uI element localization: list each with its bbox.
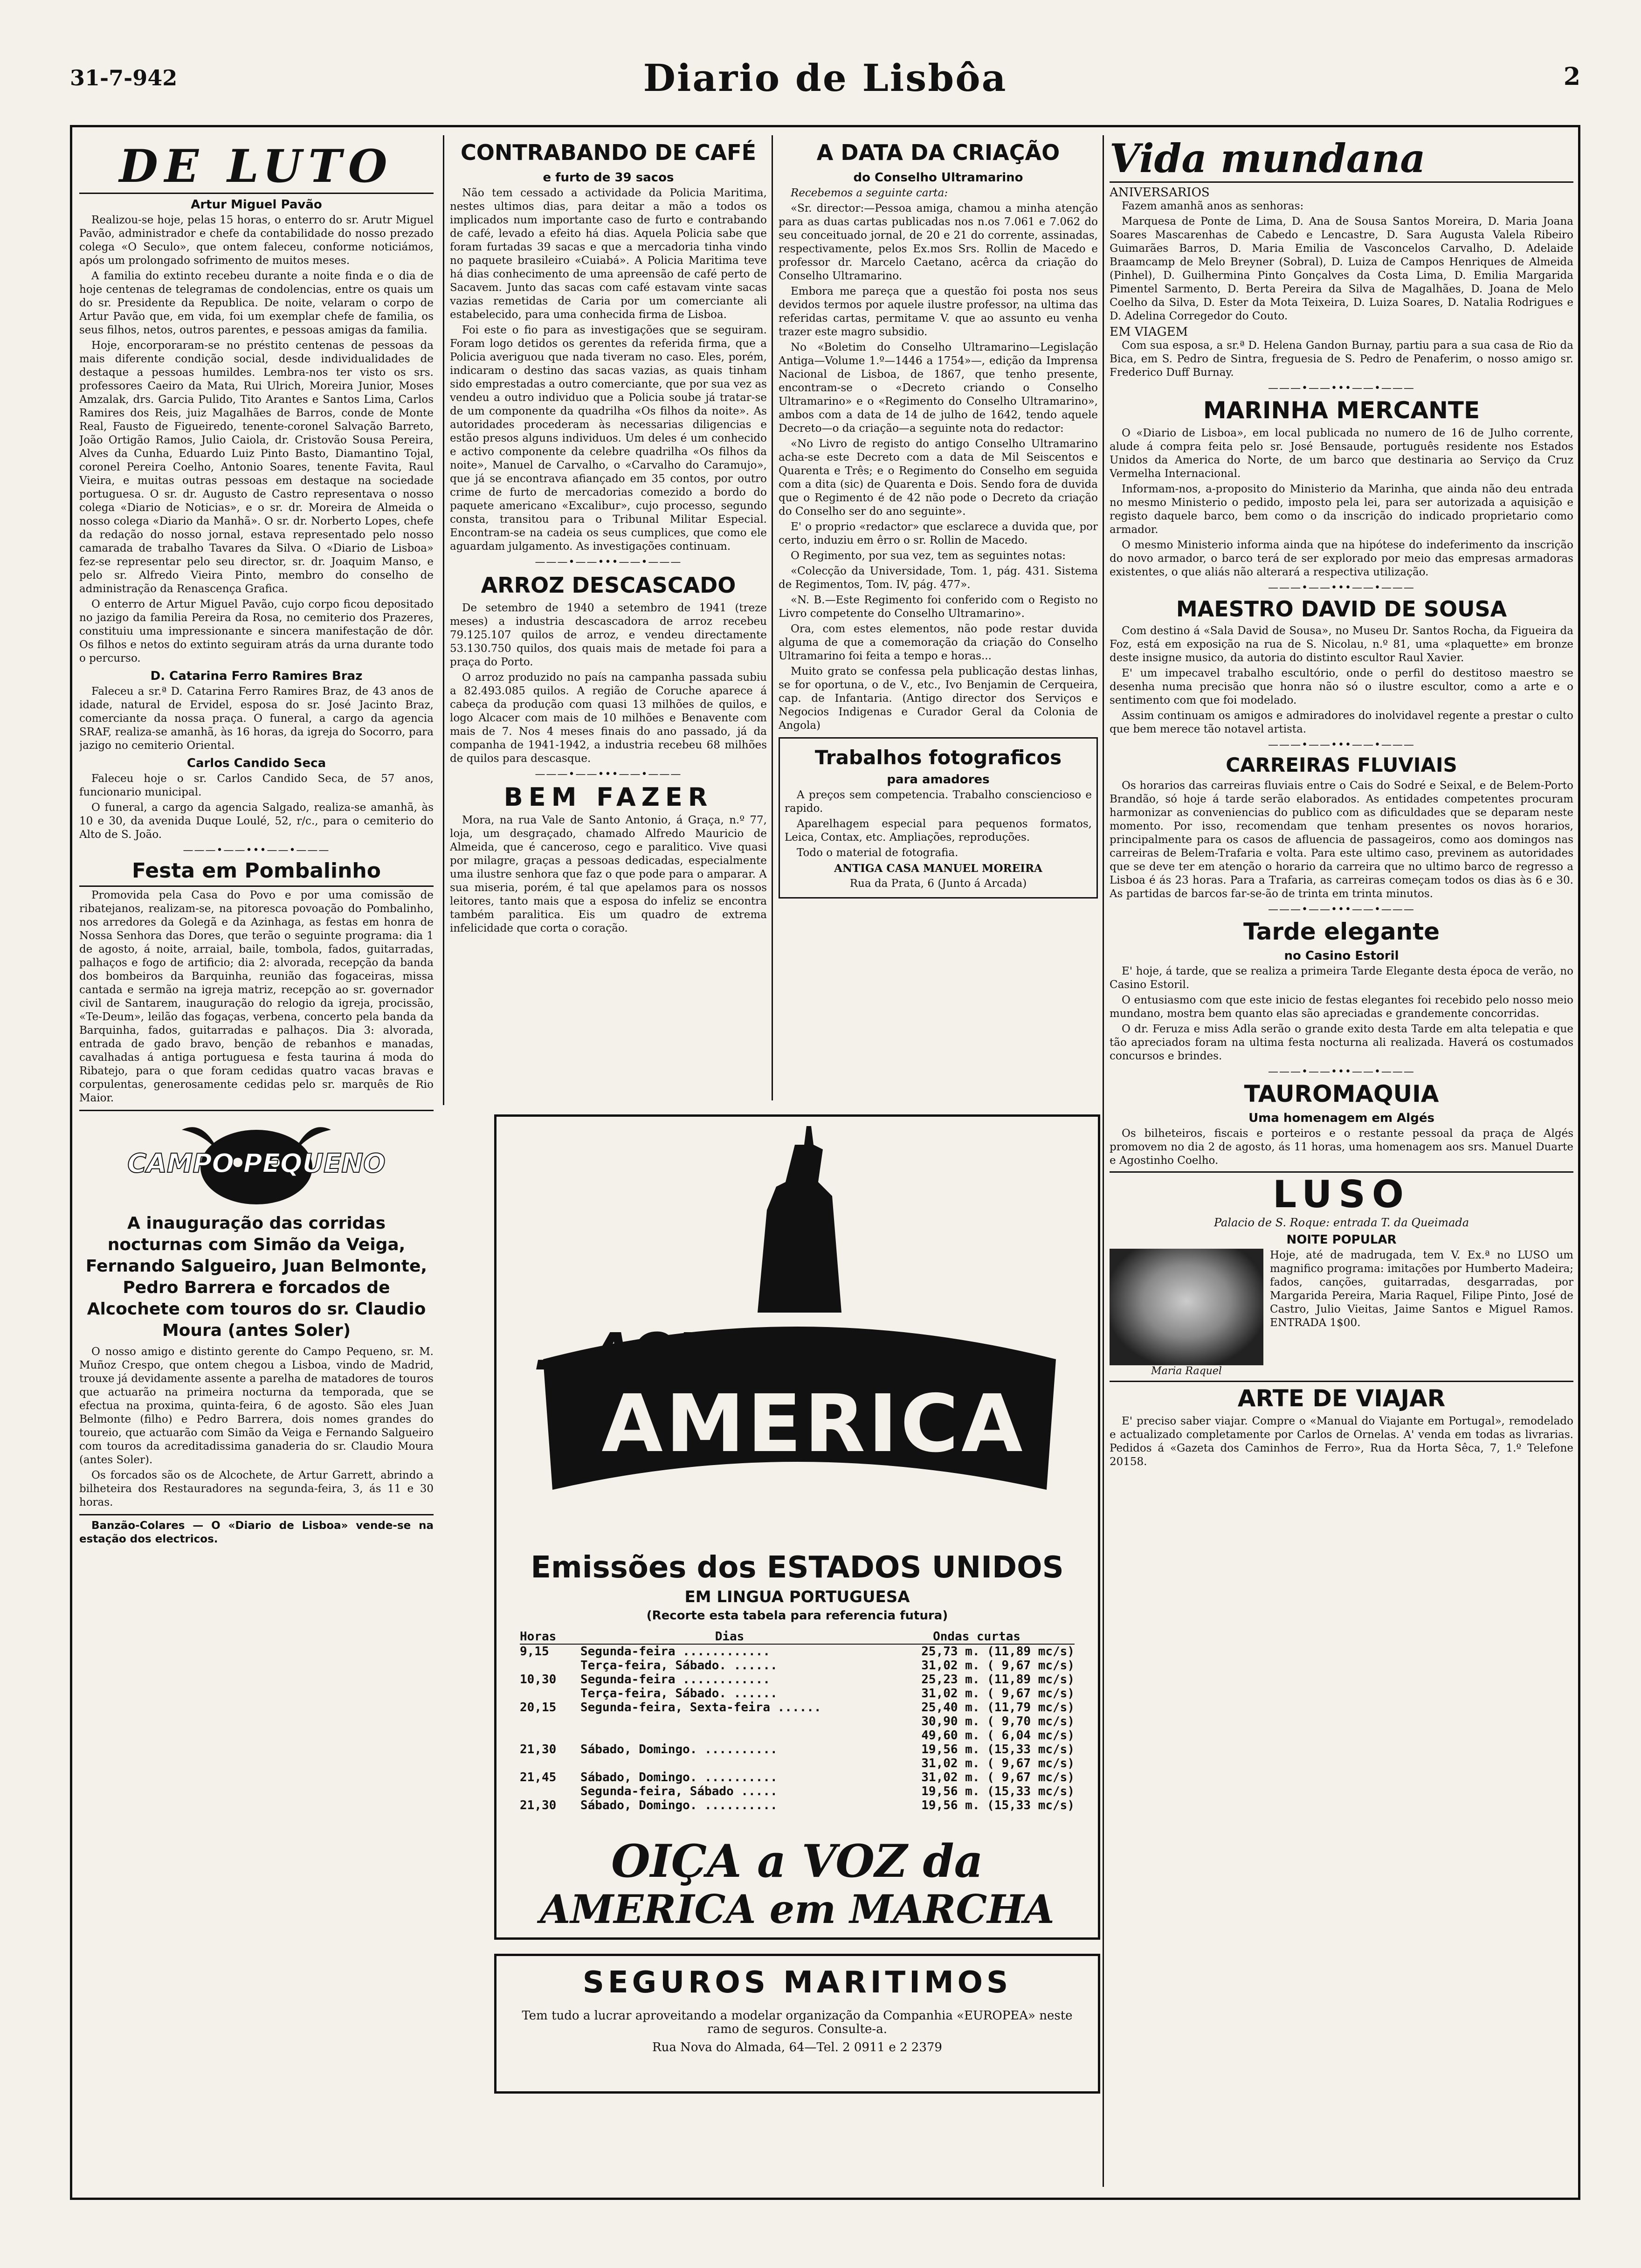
photo-maria-raquel	[1110, 1249, 1263, 1377]
paragraph: Não tem cessado a actividade da Policia Maritima, nestes ultimos dias, para deitar a mão a todos os implicados num importante caso de furto e contrabando de café, levado a efeito há dias. Aquela Policia sabe que foram furtadas 39 sacas e que a mercadoria tinha vindo no paquete brasileiro «Cuiabá». A Policia Maritima teve há dias conhecimento de uma apreensão de café perto de Sacavem. Junto das sacas com café estavam vinte sacas vazias remetidas de Caria por um comerciante ali estabelecido, para uma conhecida firma de Lisboa.	[450, 187, 767, 321]
article-title: BEM FAZER	[503, 782, 713, 812]
schedule-cell-o: 31,02 m. ( 9,67 mc/s)	[921, 1770, 1075, 1784]
seguros-ad	[494, 1954, 1100, 2094]
paragraph: «No Livro de registo do antigo Conselho Ultramarino acha-se este Decreto com a data de Mil Seiscentos e Quarenta e Três; e o Regimento do Conselho em seguida com a dita (sic) de Quarenta e Dois. Sendo fora de duvida que o Regimento é de 42 não pode o Decreto da criação do Conselho ser do ano seguinte».	[779, 438, 1098, 518]
column-1	[79, 135, 434, 2187]
cafe-article	[450, 138, 767, 553]
article-subtitle: do Conselho Ultramarino	[853, 171, 1023, 185]
paragraph: Hoje, encorporaram-se no préstito centenas de pessoas da mais diferente condição social, desde individualidades de destaque a pessoas humildes. Lembra-nos ter visto os srs. professores Caeiro da Mata, Rui Ulrich, Moreira Junior, Moses Amzalak, drs. Garcia Pulido, Tito Arantes e Santos Lima, Carlos Ramires dos Reis, juiz Magalhães de Barros, conde de Monte Real, Fausto de Figueiredo, tenente-coronel Salvação Barreto, João Ortigão Ramos, Julio Caiola, dr. Cristovão Sousa Pereira, Alves da Cunha, Eduardo Luiz Pinto Basto, Diamantino Tojal, coronel Pereira Coelho, Antonio Soares, tenente Favita, Raul Vieira, e muitas outras pessoas em destaque na sociedade portuguesa. O sr. dr. Augusto de Castro representava o nosso colega «Diario de Noticias», e o sr. dr. Moreira de Almeida o nosso colega «Diario da Manhã». O sr. dr. Norberto Lopes, chefe da redação do nosso jornal, estava representado pelo nosso camarada de trabalho Tavares da Silva. O «Diario de Lisboa» fez-se representar pelo seu director, sr. dr. Joaquim Manso, e pelo sr. Alfredo Vieira Pinto, membro do conselho de administração da Renascença Grafica.	[79, 339, 434, 595]
article-subtitle: ANIVERSARIOS	[1110, 186, 1210, 200]
schedule-cell-h	[520, 1687, 580, 1701]
emissoes-heading: Emissões dos ESTADOS UNIDOS	[531, 1550, 1064, 1585]
schedule-row	[520, 1784, 1075, 1798]
marcha-heading: AMERICA em MARCHA	[540, 1886, 1055, 1932]
schedule-cell-o: 31,02 m. ( 9,67 mc/s)	[921, 1687, 1075, 1701]
photo-caption: Maria Raquel	[1151, 1365, 1222, 1377]
schedule-row	[520, 1770, 1075, 1784]
article-title: Vida mundana	[1110, 135, 1573, 183]
paragraph: Os forcados são os de Alcochete, de Artur Garrett, abrindo a bilheteira dos Restauradores na segunda-feira, 3, ás 11 e 30 horas.	[79, 1469, 434, 1508]
article-subtitle: D. Catarina Ferro Ramires Braz	[150, 669, 363, 683]
paragraph: Tem tudo a lucrar aproveitando a modelar organização da Companhia «EUROPEA» neste ramo de seguros. Consulte-a.	[522, 2009, 1073, 2036]
campo-pequeno-article	[79, 1110, 434, 1546]
david-sousa-article	[1110, 596, 1573, 736]
ad-title: ARTE DE VIAJAR	[1237, 1385, 1446, 1412]
paragraph: Os horarios das carreiras fluviais entre o Cais do Sodré e Seixal, e de Belem-Porto Brandão, só hoje á tarde serão elaborados. As entidades competentes procuram harmonizar as conveniencias do publico com as dificuldades que se deparam neste momento. Por isso, recomendam que tenham presentes os novos horarios, principalmente para os casos de afluencia de passageiros, como aos domingos nas carreiras de Belem-Trafaria e volta. Para este ultimo caso, previnem as autoridades que se deve ter em atenção o horario da carreira que no ultimo barco de regresso a Lisboa é ás 23 horas. Para a Trafaria, as carreiras começam todos os dias às 6 e 30. As partidas de barcos far-se-ão de trinta em trinta minutos.	[1110, 780, 1573, 900]
schedule-cell-o: 25,23 m. (11,89 mc/s)	[921, 1673, 1075, 1687]
column-3	[779, 135, 1098, 1110]
col-ondas: Ondas curtas	[933, 1630, 1020, 1644]
paragraph: Marquesa de Ponte de Lima, D. Ana de Sousa Santos Moreira, D. Maria Joana Soares Mascarenhas de Cabedo e Lencastre, D. Sara Augusta Valela Ribeiro Guimarães Barros, D. Maria Emilia de Vasconcelos Carvalho, D. Adelaide Braamcamp de Melo Breyner (Sobral), D. Luiza de Campos Henriques de Almeida (Pinhel), D. Guilhermina Pinto Gonçalves da Costa Lima, D. Emilia Margarida Pimentel Sarmento, D. Berta Pereira da Silva de Magalhães, D. Joana de Melo Coelho da Silva, D. Ester da Mota Teixeira, D. Luiza Soares, D. Natalia Rodrigues e D. Adelina Corregedor do Couto.	[1110, 215, 1573, 322]
ornament-divider: ———•——•••——•———	[1268, 739, 1415, 751]
paragraph: O Regimento, por sua vez, tem as seguintes notas:	[791, 550, 1066, 562]
bem-fazer-article	[450, 783, 767, 935]
article-title: DE LUTO	[79, 140, 434, 194]
article-title: MARINHA MERCANTE	[1203, 397, 1480, 424]
paragraph: Embora me pareça que a questão foi posta nos seus devidos termos por aquele ilustre professor, na ultima das referidas cartas, permitame V. que ao assunto eu venha trazer este magro subsidio.	[779, 285, 1098, 338]
campo-pequeno-wordmark: CAMPO PEQUENO	[127, 1148, 386, 1179]
schedule-cell-h	[520, 1756, 580, 1770]
ad-subtitle: para amadores	[887, 773, 990, 787]
paragraph: Rua Nova do Almada, 64—Tel. 2 0911 e 2 2379	[652, 2040, 942, 2054]
column-rule	[772, 135, 773, 1100]
paragraph: Assim continuam os amigos e admiradores do inolvidavel regente a prestar o culto que bem merece tão notavel artista.	[1110, 710, 1573, 735]
luso-ad	[1110, 1171, 1573, 1377]
portrait-image	[1110, 1249, 1263, 1365]
schedule-cell-h	[520, 1729, 580, 1742]
marinha-article	[1110, 397, 1573, 579]
paragraph: O enterro de Artur Miguel Pavão, cujo corpo ficou depositado no jazigo da familia Pereira da Rosa, no cemiterio dos Prazeres, constituiu uma impressionante e sincera manifestação de dôr. Os filhos e netos do extinto seguiram atrás da urna durante todo o percurso.	[79, 598, 434, 664]
schedule-row	[520, 1687, 1075, 1701]
article-subtitle: EM VIAGEM	[1110, 325, 1188, 339]
masthead	[70, 56, 1580, 107]
article-subtitle: Carlos Candido Seca	[186, 756, 326, 770]
ornament-divider: ———•——•••——•———	[1268, 1066, 1415, 1078]
schedule-cell-d: Segunda-feira, Sexta-feira ......	[580, 1701, 821, 1715]
paragraph: A preços sem competencia. Trabalho consciencioso e rapido.	[785, 789, 1092, 815]
america-radio-ad	[494, 1114, 1100, 1940]
schedule-row	[520, 1715, 1075, 1729]
schedule-row	[520, 1673, 1075, 1687]
ornament-divider: ———•——•••——•———	[183, 844, 330, 856]
paragraph: Com destino á «Sala David de Sousa», no Museu Dr. Santos Rocha, da Figueira da Foz, está em exposição na rua de S. Nicolau, n.º 81, uma «plaquette» em bronze deste insigne musico, da autoria do distinto escultor Raul Xavier.	[1110, 625, 1573, 664]
paragraph: E' hoje, á tarde, que se realiza a primeira Tarde Elegante desta época de verão, no Casino Estoril.	[1110, 965, 1573, 991]
tarde-elegante-article	[1110, 918, 1573, 1063]
schedule-cell-o: 31,02 m. ( 9,67 mc/s)	[921, 1659, 1075, 1673]
column-rule	[1103, 135, 1104, 2187]
schedule-cell-h: 21,45	[520, 1770, 557, 1784]
article-title: Tarde elegante	[1243, 918, 1440, 945]
article-subtitle: no Casino Estoril	[1284, 949, 1399, 963]
fotografia-ad	[779, 737, 1098, 899]
article-title: ARROZ DESCASCADO	[481, 573, 736, 598]
arroz-article	[450, 571, 767, 766]
paragraph: Ora, com estes elementos, não pode restar duvida alguma de que a comemoração da criação do Conselho Ultramarino foi feita a tempo e horas...	[779, 623, 1098, 662]
paragraph: O nosso amigo e distinto gerente do Campo Pequeno, sr. M. Muñoz Crespo, que ontem chegou a Lisboa, vindo de Madrid, trouxe já devidamente assente a parelha de matadores de touros que actuarão na primeira nocturna da temporada, que se efectua na proxima, quinta-feira, 6 de agosto. São eles Juan Belmonte (filho) e Pedro Barrera, dois nomes grandes do toureio, que actuarão com Simão da Veiga e Fernando Salgueiro com touros da acreditadissima ganaderia do sr. Claudio Moura (antes Soler).	[79, 1346, 434, 1466]
schedule-row	[520, 1645, 1075, 1659]
issue-date: 31-7-942	[70, 65, 178, 90]
aqui-heading: ...AQUI	[534, 1322, 737, 1382]
schedule-rows	[520, 1645, 1075, 1812]
paragraph: E' preciso saber viajar. Compre o «Manual do Viajante em Portugal», remodelado e actualizado completamente por Carlos de Ornelas. A' venda em todas as livrarias. Pedidos á «Gazeta dos Caminhos de Ferro», Rua da Horta Sêca, 7, 1.º Telefone 20158.	[1110, 1415, 1573, 1468]
col-horas: Horas	[520, 1630, 557, 1644]
paragraph: E' um impecavel trabalho escultório, onde o perfil do destitoso maestro se desenha numa precisão que honra não só o ilustre escultor, como a arte e o sentimento com que foi modelado.	[1110, 667, 1573, 706]
paragraph: Recebemos a seguinte carta:	[791, 187, 948, 199]
ad-line: Palacio de S. Roque: entrada T. da Queimada	[1214, 1216, 1469, 1229]
paragraph: Faleceu hoje o sr. Carlos Candido Seca, de 57 anos, funcionario municipal.	[79, 773, 434, 798]
lingua-subheading: EM LINGUA PORTUGUESA	[684, 1588, 910, 1606]
article-title: CONTRABANDO DE CAFÉ	[460, 140, 757, 165]
column-2	[450, 135, 767, 1110]
article-title: CARREIRAS FLUVIAIS	[1226, 754, 1457, 776]
schedule-cell-h	[520, 1659, 580, 1673]
paragraph: A familia do extinto recebeu durante a noite finda e o dia de hoje centenas de telegramas de condolencias, entre os quais um do sr. Presidente da Republica. De noite, velaram o corpo de Artur Pavão que, em vida, foi um exemplar chefe de familia, os seus filhos, netos, outros parentes, e pessoas amigas da familia.	[79, 270, 434, 336]
paragraph: Foi este o fio para as investigações que se seguiram. Foram logo detidos os gerentes da referida firma, que a Policia averiguou que nada tiveram no caso. Eles, porém, indicaram o destino das sacas vazias, as quais tinham sido emprestadas a outro comerciante, que por sua vez as vendeu a outro individuo que a Policia soube já tratar-se de um componente da quadrilha «Os filhos da noite». As autoridades procederam às necessarias diligencias e estão presos alguns individuos. Um deles é um conhecido e activo componente da celebre quadrilha «Os filhos da noite», Manuel de Carvalho, o «Carvalho do Caramujo», que já se encontrava afiançado em 35 contos, por outro crime de furto de mercadorias comezido a bordo do paquete americano «Excalibur», cujo processo, segundo consta, transitou para o Tribunal Militar Especial. Encontram-se na cadeia os seus cumplices, que como ele aguardam julgamento. As investigações continuam.	[450, 324, 767, 553]
schedule-cell-d	[580, 1756, 879, 1770]
schedule-cell-d: Segunda-feira, Sábado .....	[580, 1784, 778, 1798]
recorte-note: (Recorte esta tabela para referencia futura)	[646, 1609, 948, 1623]
data-criacao-article	[779, 138, 1098, 733]
paragraph: Fazem amanhã anos as senhoras:	[1122, 200, 1304, 212]
schedule-cell-d: Terça-feira, Sábado. ......	[580, 1659, 778, 1673]
paragraph: O arroz produzido no país na campanha passada subiu a 82.493.085 quilos. A região de Coruche aparece á cabeça da produção com quasi 13 milhões de quilos, e logo Alcacer com mais de 10 milhões e Benavente com mais de 7. Nos 4 meses finais do ano passado, já da companha de 1941-1942, a industria recebeu 68 milhões de quilos para descasque.	[450, 671, 767, 765]
paragraph: ANTIGA CASA MANUEL MOREIRA	[834, 862, 1042, 875]
schedule-row	[520, 1659, 1075, 1673]
campo-pequeno-logo	[79, 1116, 434, 1209]
paragraph: Com sua esposa, a sr.ª D. Helena Gandon Burnay, partiu para a sua casa de Rio da Bica, em S. Pedro de Sintra, freguesia de S. Pedro de Penaferim, o nosso amigo sr. Frederico Duff Burnay.	[1110, 339, 1573, 379]
column-4	[1110, 135, 1573, 2192]
schedule-cell-d: Terça-feira, Sábado. ......	[580, 1687, 778, 1701]
schedule-cell-h: 10,30	[520, 1673, 557, 1687]
ad-title: LUSO	[1273, 1173, 1410, 1216]
schedule-cell-d: Segunda-feira ............	[580, 1645, 770, 1659]
paragraph: O entusiasmo com que este inicio de festas elegantes foi recebido pelo nosso meio mundano, mostra bem quanto elas são apreciadas e grandemente concorridas.	[1110, 994, 1573, 1020]
schedule-cell-h: 9,15	[520, 1645, 549, 1659]
schedule-cell-h: 21,30	[520, 1798, 557, 1812]
schedule-row	[520, 1742, 1075, 1756]
paragraph: Aparelhagem especial para pequenos formatos, Leica, Contax, etc. Ampliações, reproduções.	[785, 818, 1092, 844]
article-subtitle: Uma homenagem em Algés	[1248, 1111, 1434, 1125]
schedule-cell-d: Sábado, Domingo. ..........	[580, 1742, 778, 1756]
schedule-cell-o: 19,56 m. (15,33 mc/s)	[921, 1798, 1075, 1812]
schedule-cell-d: Sábado, Domingo. ..........	[580, 1798, 778, 1812]
paragraph: O mesmo Ministerio informa ainda que na hipótese do indeferimento da inscrição do novo armador, o barco terá de ser explorado por meio das empresas armadoras existentes, o que aliás não alterará a respectiva utilização.	[1110, 539, 1573, 578]
schedule-cell-o: 19,56 m. (15,33 mc/s)	[921, 1742, 1075, 1756]
article-subtitle: e furto de 39 sacos	[543, 171, 674, 185]
paragraph: No «Boletim do Conselho Ultramarino—Legislação Antiga—Volume 1.º—1446 a 1754»—, edição da Imprensa Nacional de Lisboa, de 1867, que tenho presente, encontram-se o «Decreto criando o Conselho Ultramarino» e o «Regimento do Conselho Ultramarino», ambos com a data de 14 de julho de 1642, tendo aquele Decreto—o da criação—a seguinte nota do redactor:	[779, 341, 1098, 435]
schedule-row	[520, 1798, 1075, 1812]
ornament-divider: ———•——•••——•———	[535, 768, 682, 780]
schedule-cell-o: 25,73 m. (11,89 mc/s)	[921, 1645, 1075, 1659]
paragraph: «Colecção da Universidade, Tom. 1, pág. 431. Sistema de Regimentos, Tom. IV, pág. 477».	[779, 565, 1098, 591]
paragraph: Banzão-Colares — O «Diario de Lisboa» vende-se na estação dos electricos.	[79, 1514, 434, 1546]
article-title: TAUROMAQUIA	[1244, 1080, 1439, 1107]
schedule-cell-o: 49,60 m. ( 6,04 mc/s)	[921, 1729, 1075, 1742]
schedule-cell-h	[520, 1784, 580, 1798]
schedule-table	[520, 1630, 1075, 1812]
schedule-cell-h: 20,15	[520, 1701, 557, 1715]
article-subtitle: Artur Miguel Pavão	[191, 198, 322, 212]
oica-heading: OIÇA a VOZ da	[611, 1835, 983, 1888]
paragraph: Hoje, até de madrugada, tem V. Ex.ª no LUSO um magnifico programa: imitações por Humberto Madeira; fados, canções, guitarradas, desgarradas, por Margarida Pereira, Maria Raquel, Filipe Pinto, José de Castro, Julio Vieitas, Jaime Santos e Miguel Ramos. ENTRADA 1$00.	[1270, 1249, 1573, 1329]
luto-article	[79, 140, 434, 842]
schedule-row	[520, 1729, 1075, 1742]
schedule-cell-o: 19,56 m. (15,33 mc/s)	[921, 1784, 1075, 1798]
paragraph: De setembro de 1940 a setembro de 1941 (treze meses) a industria descascadora de arroz recebeu 79.125.107 quilos de arroz, e vendeu directamente 53.130.750 quilos, dos quais mais de metade foi para a praça do Porto.	[450, 602, 767, 668]
tauromaquia-article	[1110, 1080, 1573, 1168]
ad-subtitle: NOITE POPULAR	[1286, 1233, 1397, 1247]
paragraph: O «Diario de Lisboa», em local publicada no numero de 16 de Julho corrente, alude á compra feita pelo sr. José Bensaude, português residente nos Estados Unidos da America do Norte, de um barco que destinaria ao Serviço da Cruz Vermelha Internacional.	[1110, 427, 1573, 480]
carreiras-article	[1110, 754, 1573, 901]
page-number: 2	[1563, 62, 1580, 91]
col-dias: Dias	[715, 1630, 745, 1644]
paragraph: «Sr. director:—Pessoa amiga, chamou a minha atenção para as duas cartas publicadas nos n.os 7.061 e 7.062 do seu conceituado jornal, de 20 e 21 do corrente, assinadas, respectivamente, pelos Ex.mos Srs. Rollin de Macedo e professor dr. Marcelo Caetano, acêrca da criação do Conselho Ultramarino.	[779, 202, 1098, 282]
column-rule	[443, 135, 444, 1105]
newspaper-title: Diario de Lisbôa	[643, 56, 1007, 100]
schedule-cell-o: 30,90 m. ( 9,70 mc/s)	[921, 1715, 1075, 1729]
vida-mundana-article	[1110, 135, 1573, 380]
paragraph: O funeral, a cargo da agencia Salgado, realiza-se amanhã, às 10 e 30, da avenida Duque Loulé, 52, r/c., para o cemiterio do Alto de S. João.	[79, 802, 434, 841]
paragraph: Promovida pela Casa do Povo e por uma comissão de ribatejanos, realizam-se, na pitoresca povoação do Pombalinho, nos arredores da Golegã e da Azinhaga, as festas em honra de Nossa Senhora das Dores, que terão o seguinte programa: dia 1 de agosto, á noite, arraial, baile, tombola, fados, guitarradas, palhaços e fogo de artificio; dia 2: alvorada, recepção da banda dos bombeiros da Barquinha, reunião das fogaceiras, missa cantada e sermão na igreja matriz, recepção ao sr. governador civil de Santarem, inauguração do relogio da igreja, procissão, «Te-Deum», leilão das fogaças, verbena, concerto pela banda da Barquinha, fados, guitarradas e palhaços. Dia 3: alvorada, entrada de gado bravo, benção de rebanhos e manadas, cavalhadas á antiga portuguesa e festa taurina á moda do Ribatejo, para o que foram cedidas quatro vacas bravas e corpulentas, generosamente cedidas pelo sr. marquês de Rio Maior.	[79, 889, 434, 1104]
schedule-cell-o: 25,40 m. (11,79 mc/s)	[921, 1701, 1075, 1715]
ad-title: SEGUROS MARITIMOS	[582, 1965, 1012, 2000]
ornament-divider: ———•——•••——•———	[1268, 904, 1415, 915]
pombalinho-article	[79, 859, 434, 1105]
paragraph: E' o proprio «redactor» que esclarece a duvida que, por certo, induziu em êrro o sr. Rollin de Macedo.	[779, 521, 1098, 546]
paragraph: Faleceu a sr.ª D. Catarina Ferro Ramires Braz, de 43 anos de idade, natural de Ervidel, esposa do sr. José Jacinto Braz, comerciante da nossa praça. O funeral, a cargo da agencia SRAF, realiza-se amanhã, às 16 horas, da igreja do Socorro, para jazigo no cemiterio Oriental.	[79, 685, 434, 752]
schedule-cell-o: 31,02 m. ( 9,67 mc/s)	[921, 1756, 1075, 1770]
schedule-cell-h: 21,30	[520, 1742, 557, 1756]
schedule-header	[520, 1630, 1075, 1645]
article-title: MAESTRO DAVID DE SOUSA	[1176, 596, 1507, 622]
schedule-cell-d	[580, 1729, 879, 1742]
paragraph: Mora, na rua Vale de Santo Antonio, á Graça, n.º 77, loja, um desgraçado, chamado Alfredo Mauricio de Almeida, que é canceroso, cego e paralitico. Vive quasi por milagre, graças a pessoas dedicadas, especialmente uma ilustre senhora que faz o que pode para o amparar. A sua miseria, porém, é tal que apelamos para os nossos leitores, tanto mais que a esposa do infeliz se encontra também paralitica. Eis um quadro de extrema infelicidade que corta o coração.	[450, 814, 767, 934]
paragraph: Todo o material de fotografia.	[797, 847, 958, 859]
schedule-cell-d: Segunda-feira ............	[580, 1673, 770, 1687]
schedule-cell-h	[520, 1715, 580, 1729]
campo-headline: A inauguração das corridas nocturnas com Simão da Veiga, Fernando Salgueiro, Juan Belmonte, Pedro Barrera e forcados de Alcochete com touros do sr. Claudio Moura (antes Soler)	[85, 1214, 427, 1340]
paragraph: Realizou-se hoje, pelas 15 horas, o enterro do sr. Arutr Miguel Pavão, administrador e chefe da contabilidade do nosso prezado colega «O Seculo», que ontem faleceu, conforme noticiámos, após um prolongado sofrimento de muitos meses.	[79, 214, 434, 267]
arte-viajar-ad	[1110, 1381, 1573, 1469]
paragraph: Os bilheteiros, fiscais e porteiros e o restante pessoal da praça de Algés promovem no dia 2 de agosto, ás 11 horas, uma homenagem aos srs. Manuel Duarte e Agostinho Coelho.	[1110, 1127, 1573, 1167]
ad-title: Trabalhos fotograficos	[814, 746, 1062, 769]
schedule-row	[520, 1701, 1075, 1715]
paragraph: Informam-nos, a-proposito do Ministerio da Marinha, que ainda não deu entrada no mesmo Ministerio o pedido, imposto pela lei, para ser autorizada a aquisição e registo daquele barco, bem como o da inscrição do indicado proprietario como armador.	[1110, 483, 1573, 536]
paragraph: Muito grato se confessa pela publicação destas linhas, se for oportuna, o de V., etc., Ivo Benjamin de Cerqueira, cap. de Infantaria. (Antigo director dos Serviços e Negocios Indigenas e Curador Geral da Colonia de Angola)	[779, 665, 1098, 732]
ornament-divider: ———•——•••——•———	[1268, 382, 1415, 394]
paragraph: «N. B.—Este Regimento foi conferido com o Registo no Livro competente do Conselho Ultramarino».	[779, 594, 1098, 620]
article-title: A DATA DA CRIAÇÃO	[816, 140, 1060, 165]
paragraph: Rua da Prata, 6 (Junto á Arcada)	[849, 878, 1027, 890]
schedule-cell-d: Sábado, Domingo. ..........	[580, 1770, 778, 1784]
article-title: Festa em Pombalinho	[79, 859, 434, 887]
america-heading: AMERICA	[601, 1378, 1026, 1470]
ornament-divider: ———•——•••——•———	[535, 556, 682, 568]
schedule-cell-d	[580, 1715, 879, 1729]
ornament-divider: ———•——•••——•———	[1268, 582, 1415, 594]
paragraph: O dr. Feruza e miss Adla serão o grande exito desta Tarde em alta telepatia e que tão apreciados foram na ultima festa nocturna ali realizada. Haverá os costumados concursos e brindes.	[1110, 1023, 1573, 1062]
schedule-row	[520, 1756, 1075, 1770]
